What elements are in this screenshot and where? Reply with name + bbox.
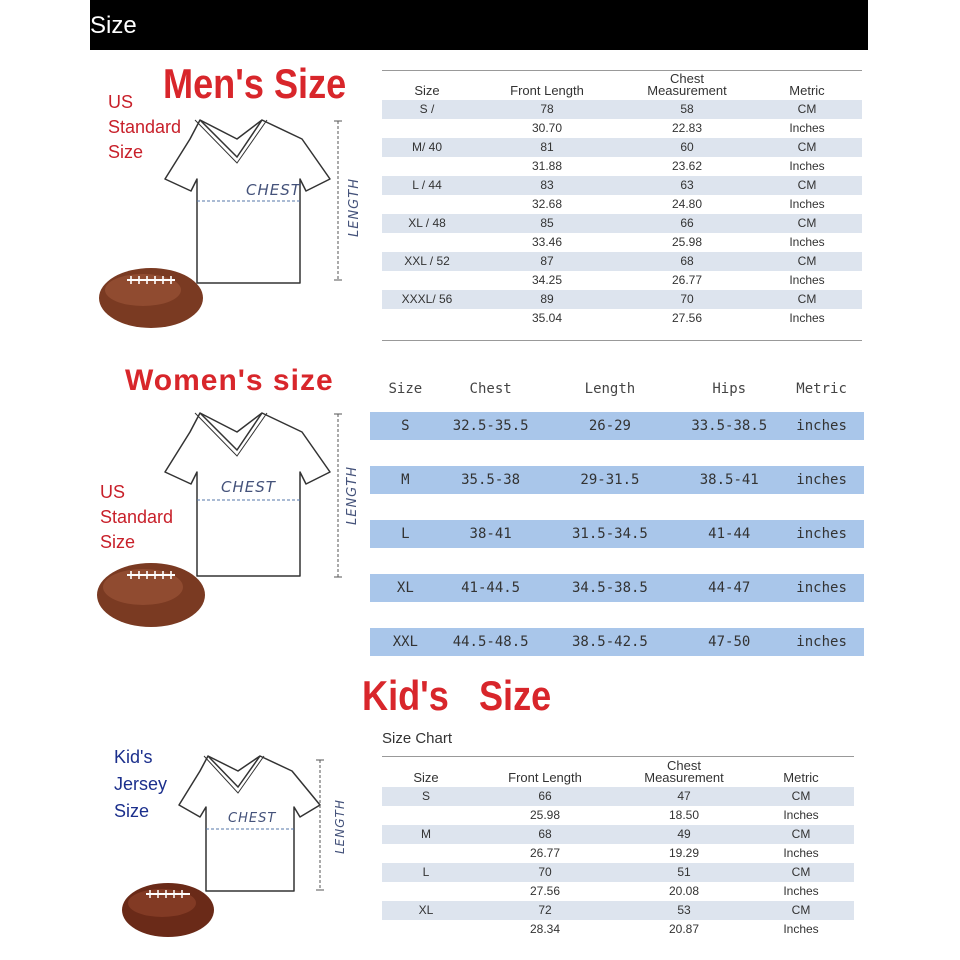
jersey-icon <box>165 120 330 283</box>
table-cell <box>382 157 472 176</box>
table-cell: XXXL/ 56 <box>382 290 472 309</box>
table-cell: 58 <box>622 100 752 119</box>
header-cell: Front Length <box>508 770 582 785</box>
table-cell: 24.80 <box>671 197 703 211</box>
header-cell: Chest Measurement <box>647 71 727 98</box>
table-cell: 20.08 <box>668 884 700 898</box>
table-cell: 28.34 <box>529 922 561 936</box>
table-row <box>382 214 862 233</box>
table-cell: 70 <box>470 863 620 882</box>
table-cell: Inches <box>789 121 825 135</box>
table-cell <box>441 440 541 466</box>
womens-side-label: US Standard Size <box>100 482 174 552</box>
table-cell: 31.5-34.5 <box>541 520 680 548</box>
football-icon <box>122 883 214 937</box>
table-cell: L <box>382 863 470 882</box>
table-cell: 63 <box>622 176 752 195</box>
table-cell <box>382 233 472 252</box>
table-cell: CM <box>748 825 854 844</box>
table-cell: 34.5-38.5 <box>541 574 680 602</box>
table-cell: 83 <box>472 176 622 195</box>
table-cell <box>541 602 680 628</box>
table-cell <box>441 548 541 574</box>
table-cell: 38.5-41 <box>679 466 779 494</box>
table-cell: 29-31.5 <box>541 466 680 494</box>
table-row <box>382 787 854 806</box>
table-cell: S / <box>382 100 472 119</box>
table-cell <box>382 309 472 328</box>
kids-table-top-rule <box>382 756 854 757</box>
table-cell: CM <box>752 176 862 195</box>
table-cell: XXL <box>370 628 441 656</box>
header-cell: Metric <box>796 381 847 397</box>
header-cell: Chest <box>469 381 512 397</box>
table-row <box>382 119 862 138</box>
table-cell: 27.56 <box>671 311 703 325</box>
table-header-row <box>382 72 862 100</box>
table-cell: inches <box>779 412 864 440</box>
womens-title: Women's size <box>125 364 334 397</box>
mens-chest-label: CHEST <box>246 181 301 199</box>
table-cell <box>382 119 472 138</box>
table-cell: 20.87 <box>668 922 700 936</box>
table-row <box>382 195 862 214</box>
table-cell: Inches <box>789 159 825 173</box>
mens-size-table <box>382 72 862 328</box>
header-cell: Metric <box>789 83 825 98</box>
table-cell: 87 <box>472 252 622 271</box>
table-cell <box>679 548 779 574</box>
table-cell: 23.62 <box>671 159 703 173</box>
table-cell: 33.46 <box>531 235 563 249</box>
table-cell: inches <box>779 466 864 494</box>
table-cell: M/ 40 <box>382 138 472 157</box>
table-cell <box>779 440 864 466</box>
table-cell: 68 <box>622 252 752 271</box>
table-cell: 30.70 <box>531 121 563 135</box>
table-cell: Inches <box>789 311 825 325</box>
table-cell <box>679 440 779 466</box>
table-cell <box>382 844 470 863</box>
table-cell <box>541 494 680 520</box>
table-cell: 27.56 <box>529 884 561 898</box>
table-cell: CM <box>748 787 854 806</box>
table-cell: 78 <box>472 100 622 119</box>
table-cell: CM <box>748 863 854 882</box>
table-cell: CM <box>752 290 862 309</box>
table-cell <box>779 494 864 520</box>
table-row <box>370 628 864 656</box>
table-cell <box>370 494 441 520</box>
womens-size-table <box>370 366 864 656</box>
table-cell: XL / 48 <box>382 214 472 233</box>
table-cell: Inches <box>783 922 819 936</box>
table-row <box>382 825 854 844</box>
table-cell: XL <box>370 574 441 602</box>
table-cell: S <box>370 412 441 440</box>
table-row <box>382 863 854 882</box>
table-cell: XL <box>382 901 470 920</box>
table-cell <box>541 440 680 466</box>
table-cell: Inches <box>789 235 825 249</box>
kids-illustration <box>110 748 360 948</box>
table-cell <box>382 195 472 214</box>
table-cell: M <box>370 466 441 494</box>
table-cell: 35.5-38 <box>441 466 541 494</box>
table-cell: CM <box>752 100 862 119</box>
table-cell: 44-47 <box>679 574 779 602</box>
table-header-row <box>370 366 864 412</box>
table-header-row <box>382 758 854 787</box>
table-row <box>382 100 862 119</box>
table-cell: 72 <box>470 901 620 920</box>
kids-size-table <box>382 758 854 939</box>
table-cell: 53 <box>620 901 748 920</box>
table-cell: Inches <box>789 197 825 211</box>
table-cell: 44.5-48.5 <box>441 628 541 656</box>
table-cell: 31.88 <box>531 159 563 173</box>
table-cell: 38.5-42.5 <box>541 628 680 656</box>
table-row <box>382 290 862 309</box>
table-cell: 33.5-38.5 <box>679 412 779 440</box>
table-cell <box>441 602 541 628</box>
header-bar <box>90 0 868 50</box>
mens-illustration <box>96 112 366 337</box>
womens-illustration <box>96 405 366 630</box>
table-cell: 51 <box>620 863 748 882</box>
football-icon <box>99 268 203 328</box>
football-icon <box>97 563 205 627</box>
kids-subtitle: Size Chart <box>382 730 453 747</box>
table-row <box>370 466 864 494</box>
length-ruler <box>334 414 342 577</box>
table-cell: 35.04 <box>531 311 563 325</box>
header-title: Size <box>90 12 137 39</box>
table-cell <box>779 548 864 574</box>
kids-title: Kid's Size <box>362 672 552 719</box>
table-row <box>382 157 862 176</box>
table-cell: 25.98 <box>671 235 703 249</box>
table-cell: 25.98 <box>529 808 561 822</box>
table-cell: 60 <box>622 138 752 157</box>
kids-chest-label: CHEST <box>228 811 277 826</box>
table-row <box>382 920 854 939</box>
mens-length-label: LENGTH <box>347 178 362 237</box>
table-row <box>382 252 862 271</box>
table-row <box>382 882 854 901</box>
table-row <box>382 806 854 825</box>
table-cell: CM <box>752 214 862 233</box>
table-cell: 68 <box>470 825 620 844</box>
table-cell: inches <box>779 574 864 602</box>
table-cell <box>679 602 779 628</box>
table-cell: 34.25 <box>531 273 563 287</box>
table-row <box>382 138 862 157</box>
length-ruler <box>334 121 342 280</box>
table-row <box>382 309 862 328</box>
mens-table-top-rule <box>382 70 862 71</box>
table-cell: 26.77 <box>671 273 703 287</box>
table-cell: M <box>382 825 470 844</box>
table-cell <box>370 602 441 628</box>
table-cell <box>679 494 779 520</box>
mens-table-bottom-rule <box>382 340 862 341</box>
table-cell: 49 <box>620 825 748 844</box>
kids-side-label: Kid's Jersey Size <box>114 747 168 821</box>
table-cell: Inches <box>789 273 825 287</box>
table-cell: 19.29 <box>668 846 700 860</box>
table-cell: CM <box>752 252 862 271</box>
length-ruler <box>316 760 324 890</box>
table-cell: S <box>382 787 470 806</box>
table-cell <box>382 920 470 939</box>
table-cell: 32.68 <box>531 197 563 211</box>
table-cell: 66 <box>470 787 620 806</box>
header-cell: Length <box>584 381 636 397</box>
womens-chest-label: CHEST <box>221 478 276 496</box>
table-cell: 85 <box>472 214 622 233</box>
table-cell: 22.83 <box>671 121 703 135</box>
table-cell: L / 44 <box>382 176 472 195</box>
table-cell: 47-50 <box>679 628 779 656</box>
table-cell: inches <box>779 628 864 656</box>
header-cell: Size <box>414 83 440 98</box>
table-cell: 41-44 <box>679 520 779 548</box>
table-cell: 47 <box>620 787 748 806</box>
table-cell: L <box>370 520 441 548</box>
table-cell <box>779 602 864 628</box>
table-cell <box>441 494 541 520</box>
table-row <box>382 901 854 920</box>
table-cell <box>382 882 470 901</box>
table-cell: 18.50 <box>668 808 700 822</box>
table-row <box>370 574 864 602</box>
table-cell <box>382 806 470 825</box>
table-cell: XXL / 52 <box>382 252 472 271</box>
header-cell: Hips <box>712 381 747 397</box>
header-cell: Metric <box>783 770 819 785</box>
mens-side-label: US Standard Size <box>108 92 182 162</box>
table-row <box>382 844 854 863</box>
table-cell: 41-44.5 <box>441 574 541 602</box>
table-cell: CM <box>748 901 854 920</box>
table-row <box>382 271 862 290</box>
table-cell: inches <box>779 520 864 548</box>
table-cell <box>541 548 680 574</box>
womens-length-label: LENGTH <box>345 466 360 525</box>
table-cell <box>370 548 441 574</box>
table-cell: Inches <box>783 846 819 860</box>
kids-length-label: LENGTH <box>333 799 347 854</box>
table-row <box>382 233 862 252</box>
table-row <box>370 412 864 440</box>
table-cell: 89 <box>472 290 622 309</box>
table-cell: 32.5-35.5 <box>441 412 541 440</box>
table-cell: Inches <box>783 808 819 822</box>
table-row <box>370 520 864 548</box>
header-cell: Chest Measurement <box>644 758 724 785</box>
header-cell: Size <box>413 770 439 785</box>
table-cell: 66 <box>622 214 752 233</box>
table-cell: 81 <box>472 138 622 157</box>
table-cell <box>370 440 441 466</box>
table-cell: Inches <box>783 884 819 898</box>
table-cell: 26.77 <box>529 846 561 860</box>
header-cell: Size <box>388 381 423 397</box>
table-row <box>382 176 862 195</box>
table-cell: 26-29 <box>541 412 680 440</box>
table-cell: 70 <box>622 290 752 309</box>
header-cell: Front Length <box>510 83 584 98</box>
table-cell: 38-41 <box>441 520 541 548</box>
table-cell: CM <box>752 138 862 157</box>
table-cell <box>382 271 472 290</box>
mens-title: Men's Size <box>163 60 347 107</box>
